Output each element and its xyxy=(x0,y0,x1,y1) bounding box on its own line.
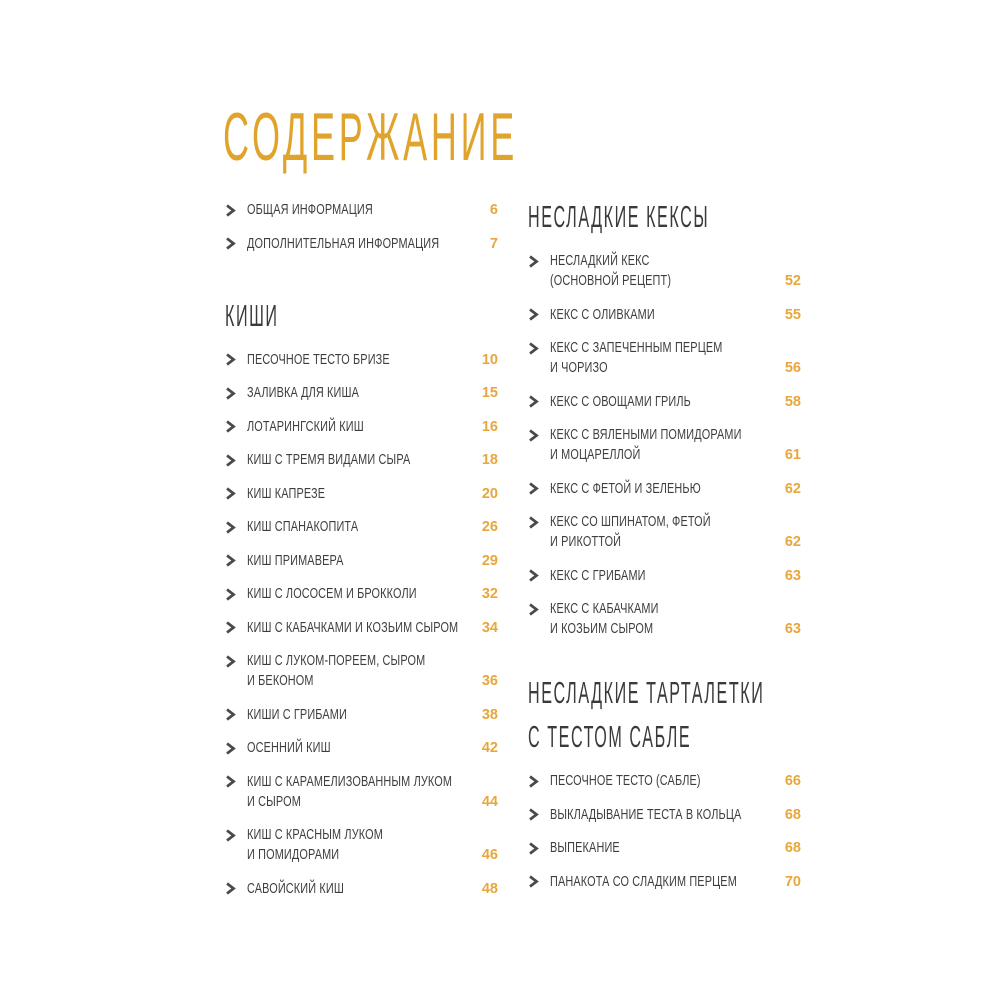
toc-entry-page: 20 xyxy=(481,485,498,502)
toc-entry-page: 66 xyxy=(784,773,801,789)
section-savory-tartlets xyxy=(528,671,801,892)
chevron-right-icon xyxy=(225,588,236,601)
toc-entry-page: 18 xyxy=(481,452,498,468)
toc-entry-title: КИШ СПАНАКОПИТА xyxy=(247,519,359,535)
toc-entry xyxy=(225,738,498,758)
toc-entry-page: 63 xyxy=(784,567,801,584)
toc-entry xyxy=(225,350,498,370)
toc-entry-page: 29 xyxy=(481,552,498,569)
section-header-savory-tartlets: НЕСЛАДКИЕ ТАРТАЛЕТКИ С ТЕСТОМ САБЛЕ xyxy=(528,675,765,754)
toc-entry xyxy=(528,512,801,552)
toc-entry xyxy=(225,651,498,691)
page-title xyxy=(223,100,780,175)
toc-entry-page: 38 xyxy=(481,706,498,723)
chevron-right-icon xyxy=(528,516,539,529)
toc-entry-title: ЛОТАРИНГСКИЙ КИШ xyxy=(247,418,364,435)
toc-entry xyxy=(528,838,801,858)
toc-entry-title: ПАНАКОТА СО СЛАДКИМ ПЕРЦЕМ xyxy=(550,873,737,890)
toc-entry-page: 32 xyxy=(481,586,498,602)
chevron-right-icon xyxy=(528,842,539,855)
toc-entry xyxy=(225,200,498,220)
chevron-right-icon xyxy=(225,353,236,366)
toc-entry xyxy=(528,599,801,639)
toc-entry-page: 58 xyxy=(784,393,801,410)
chevron-right-icon xyxy=(528,875,539,888)
chevron-right-icon xyxy=(225,204,236,217)
toc-entry xyxy=(225,383,498,403)
toc-entry-title: КИШ С ЛОСОСЕМ И БРОККОЛИ xyxy=(247,586,417,602)
toc-entry xyxy=(225,772,498,812)
chevron-right-icon xyxy=(528,808,539,821)
toc-entry xyxy=(528,425,801,465)
toc-entry-page: 61 xyxy=(784,447,801,463)
toc-entry-title: САВОЙСКИЙ КИШ xyxy=(247,880,344,897)
toc-entry-title: КИШ С ЛУКОМ-ПОРЕЕМ, СЫРОМ И БЕКОНОМ xyxy=(247,653,426,689)
toc-entry-page: 36 xyxy=(481,673,498,689)
toc-entry xyxy=(225,618,498,638)
toc-entry-page: 46 xyxy=(481,847,498,863)
chevron-right-icon xyxy=(225,882,236,895)
toc-entry-page: 48 xyxy=(481,880,498,897)
toc-entry-title: КИШ ПРИМАВЕРА xyxy=(247,552,344,569)
toc-entry-title: КЕКС С КАБАЧКАМИ И КОЗЬИМ СЫРОМ xyxy=(550,601,659,637)
chevron-right-icon xyxy=(528,775,539,788)
section-intro xyxy=(225,200,498,254)
toc-entry-title: КИШ КАПРЕЗЕ xyxy=(247,485,326,502)
toc-entry-title: КИШ С КРАСНЫМ ЛУКОМ И ПОМИДОРАМИ xyxy=(247,827,383,863)
toc-entry xyxy=(225,517,498,537)
toc-entry xyxy=(528,305,801,325)
toc-entry-title: КЕКС СО ШПИНАТОМ, ФЕТОЙ И РИКОТТОЙ xyxy=(550,514,711,550)
toc-entry-page: 56 xyxy=(784,360,801,376)
toc-entry xyxy=(225,417,498,437)
toc-entry-title: ЗАЛИВКА ДЛЯ КИША xyxy=(247,385,360,401)
toc-entry xyxy=(225,705,498,725)
toc-entry-title: ОСЕННИЙ КИШ xyxy=(247,740,331,756)
toc-entry-title: НЕСЛАДКИЙ КЕКС (ОСНОВНОЙ РЕЦЕПТ) xyxy=(550,253,672,289)
toc-entry-page: 15 xyxy=(481,385,498,401)
toc-entry-page: 10 xyxy=(481,351,498,368)
toc-right-column xyxy=(528,195,801,905)
toc-entry xyxy=(225,584,498,604)
chevron-right-icon xyxy=(225,621,236,634)
toc-entry-page: 68 xyxy=(784,806,801,823)
toc-entry-page: 42 xyxy=(481,740,498,756)
section-quiches xyxy=(225,294,498,899)
toc-entry-page: 44 xyxy=(481,793,498,810)
chevron-right-icon xyxy=(528,342,539,355)
section-header-quiches: КИШИ xyxy=(225,297,279,333)
toc-entry-title: КИШИ С ГРИБАМИ xyxy=(247,706,347,723)
toc-entry xyxy=(528,392,801,412)
toc-entry-page: 34 xyxy=(481,619,498,636)
toc-entry-page: 62 xyxy=(784,534,801,550)
toc-entry-page: 7 xyxy=(489,235,498,252)
toc-entry xyxy=(528,805,801,825)
chevron-right-icon xyxy=(225,454,236,467)
toc-entry xyxy=(225,551,498,571)
chevron-right-icon xyxy=(225,237,236,250)
toc-entry xyxy=(528,771,801,791)
toc-entry-title: ПЕСОЧНОЕ ТЕСТО БРИЗЕ xyxy=(247,351,390,368)
chevron-right-icon xyxy=(528,308,539,321)
chevron-right-icon xyxy=(225,487,236,500)
toc-entry-page: 63 xyxy=(784,621,801,637)
toc-entry-page: 26 xyxy=(481,519,498,535)
toc-entry xyxy=(528,251,801,291)
chevron-right-icon xyxy=(528,429,539,442)
toc-entry-title: КЕКС С ВЯЛЕНЫМИ ПОМИДОРАМИ И МОЦАРЕЛЛОЙ xyxy=(550,427,742,463)
chevron-right-icon xyxy=(225,708,236,721)
toc-entry xyxy=(225,234,498,254)
chevron-right-icon xyxy=(225,420,236,433)
toc-entry xyxy=(225,879,498,899)
toc-entry-title: ВЫПЕКАНИЕ xyxy=(550,840,620,856)
chevron-right-icon xyxy=(225,655,236,668)
chevron-right-icon xyxy=(225,775,236,788)
chevron-right-icon xyxy=(528,569,539,582)
chevron-right-icon xyxy=(528,482,539,495)
chevron-right-icon xyxy=(225,554,236,567)
chevron-right-icon xyxy=(528,255,539,268)
toc-entry xyxy=(528,479,801,499)
toc-entry-title: КЕКС С ОВОЩАМИ ГРИЛЬ xyxy=(550,393,691,410)
toc-left-column xyxy=(225,200,498,912)
toc-entry-page: 68 xyxy=(784,840,801,856)
chevron-right-icon xyxy=(225,742,236,755)
section-header-savory-cakes: НЕСЛАДКИЕ КЕКСЫ xyxy=(528,199,710,234)
chevron-right-icon xyxy=(225,521,236,534)
toc-entry-title: ВЫКЛАДЫВАНИЕ ТЕСТА В КОЛЬЦА xyxy=(550,806,742,823)
chevron-right-icon xyxy=(225,387,236,400)
toc-entry xyxy=(528,872,801,892)
toc-entry-page: 16 xyxy=(481,418,498,435)
toc-entry-title: КЕКС С ЗАПЕЧЕННЫМ ПЕРЦЕМ И ЧОРИЗО xyxy=(550,340,723,376)
toc-entry-page: 70 xyxy=(784,873,801,890)
page-title-text: СОДЕРЖАНИЕ xyxy=(223,99,518,175)
chevron-right-icon xyxy=(528,395,539,408)
toc-entry-page: 6 xyxy=(489,202,498,218)
toc-entry-title: КЕКС С ФЕТОЙ И ЗЕЛЕНЬЮ xyxy=(550,480,701,497)
toc-entry xyxy=(528,566,801,586)
toc-entry-title: КЕКС С ОЛИВКАМИ xyxy=(550,306,655,323)
toc-entry-title: КИШ С КАРАМЕЛИЗОВАННЫМ ЛУКОМ И СЫРОМ xyxy=(247,773,453,810)
chevron-right-icon xyxy=(528,603,539,616)
toc-entry xyxy=(225,450,498,470)
toc-entry-page: 55 xyxy=(784,306,801,323)
toc-entry-page: 62 xyxy=(784,480,801,497)
toc-entry-title: ОБЩАЯ ИНФОРМАЦИЯ xyxy=(247,202,373,218)
toc-entry xyxy=(528,338,801,378)
section-savory-cakes xyxy=(528,195,801,639)
toc-entry-title: КЕКС С ГРИБАМИ xyxy=(550,567,646,584)
toc-entry-title: КИШ С ТРЕМЯ ВИДАМИ СЫРА xyxy=(247,452,411,468)
toc-entry-page: 52 xyxy=(784,273,801,289)
toc-entry-title: КИШ С КАБАЧКАМИ И КОЗЬИМ СЫРОМ xyxy=(247,619,459,636)
toc-entry-title: ДОПОЛНИТЕЛЬНАЯ ИНФОРМАЦИЯ xyxy=(247,235,440,252)
toc-entry-title: ПЕСОЧНОЕ ТЕСТО (САБЛЕ) xyxy=(550,773,701,789)
toc-entry xyxy=(225,825,498,865)
toc-entry xyxy=(225,484,498,504)
chevron-right-icon xyxy=(225,829,236,842)
